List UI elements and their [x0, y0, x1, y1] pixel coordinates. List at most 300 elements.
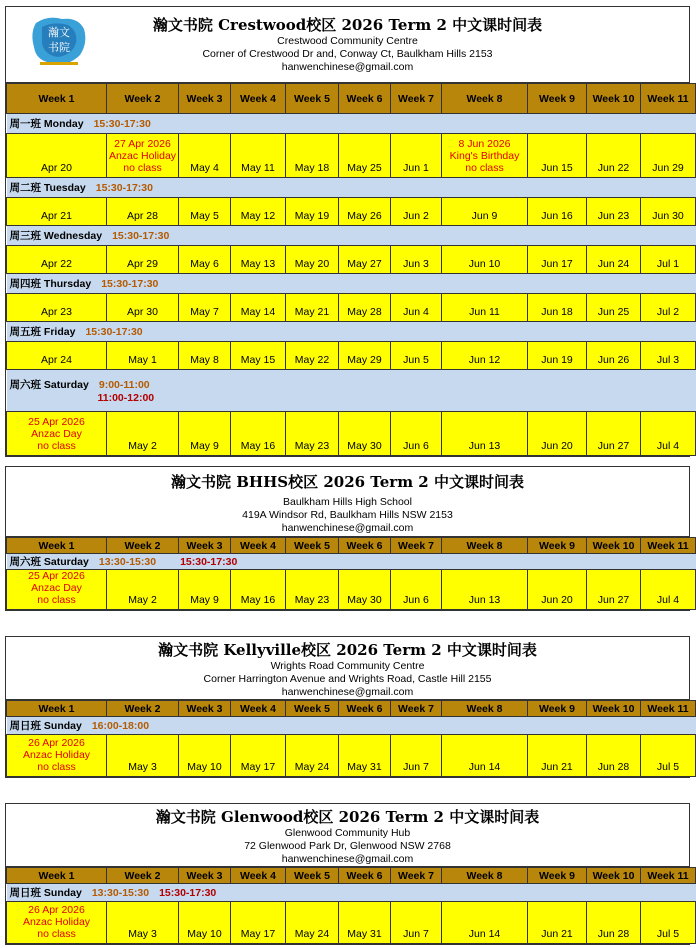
holiday-note: 27 Apr 2026 [114, 138, 171, 150]
date-cell [7, 246, 107, 274]
week-header-cell: Week 2 [107, 701, 179, 717]
date-text: May 4 [190, 162, 219, 174]
week-header-cell: Week 8 [442, 538, 528, 554]
date-text: Jun 9 [471, 210, 498, 222]
date-text: Jun 10 [468, 258, 501, 270]
week-header-cell: Week 5 [286, 538, 339, 554]
date-cell [286, 570, 339, 610]
date-text: Jun 5 [403, 354, 429, 366]
date-text: May 28 [347, 306, 382, 318]
date-cell [442, 246, 528, 274]
date-cell [7, 412, 107, 456]
date-cell [286, 198, 339, 226]
date-text: Jun 11 [469, 306, 500, 318]
svg-text:书院: 书院 [48, 41, 70, 54]
kellyville-address: Corner Harrington Avenue and Wrights Road, Castle Hill 2155 [203, 673, 492, 685]
class-day-row [7, 554, 696, 570]
date-cell [442, 294, 528, 322]
date-text: May 3 [128, 761, 157, 773]
week-header-cell: Week 1 [7, 868, 107, 884]
date-cell [641, 294, 696, 322]
class-day-cell [7, 114, 696, 134]
date-cell [391, 902, 442, 944]
crestwood-section [5, 6, 690, 457]
week-header-cell: Week 1 [7, 538, 107, 554]
date-cell [442, 198, 528, 226]
class-time-2: 11:00-12:00 [97, 392, 155, 404]
date-text: Jun 2 [403, 210, 429, 222]
date-text: May 17 [240, 928, 276, 940]
holiday-note: Anzac Holiday [22, 916, 91, 928]
date-text: May 17 [240, 761, 276, 773]
date-cell [528, 198, 587, 226]
holiday-note: no class [37, 761, 76, 773]
date-cell [339, 198, 391, 226]
week-header-cell: Week 3 [179, 84, 231, 114]
date-cell [286, 412, 339, 456]
bhhs-table [6, 537, 696, 610]
date-cell [641, 902, 696, 944]
date-text: Jun 4 [403, 306, 429, 318]
kellyville-venue: Wrights Road Community Centre [270, 660, 425, 672]
date-cell [528, 570, 587, 610]
date-text: Jun 15 [541, 162, 573, 174]
date-cell [391, 342, 442, 370]
date-text: May 31 [347, 928, 382, 940]
date-cell [107, 735, 179, 777]
date-cell [339, 342, 391, 370]
date-text: Jun 28 [597, 928, 630, 940]
svg-text:瀚文: 瀚文 [48, 26, 70, 39]
date-text: May 7 [190, 306, 219, 318]
week-header-cell: Week 2 [107, 538, 179, 554]
date-cell [528, 902, 587, 944]
date-cell [587, 570, 641, 610]
date-text: Jun 1 [403, 162, 429, 174]
date-cell [286, 342, 339, 370]
week-header-cell: Week 10 [587, 701, 641, 717]
date-cell [231, 735, 286, 777]
date-text: May 15 [240, 354, 276, 366]
date-text: May 16 [240, 594, 276, 606]
class-time: 9:00-11:00 [98, 379, 150, 391]
date-text: Jul 4 [656, 594, 680, 606]
date-text: Jun 16 [541, 210, 573, 222]
week-header-cell: Week 8 [442, 868, 528, 884]
glenwood-header [6, 804, 689, 867]
date-cell [442, 412, 528, 456]
date-text: Jun 29 [652, 162, 684, 174]
date-cell [179, 902, 231, 944]
class-name: 周三班 Wednesday [9, 230, 103, 242]
date-text: May 24 [294, 761, 330, 773]
class-day-cell [7, 884, 696, 902]
date-cell [179, 342, 231, 370]
date-text: Jun 20 [541, 594, 573, 606]
glenwood-email: hanwenchinese@gmail.com [281, 853, 414, 865]
date-cell [528, 134, 587, 178]
class-day-row [7, 717, 696, 735]
holiday-note: Anzac Day [31, 582, 82, 594]
date-text: Jun 18 [541, 306, 573, 318]
kellyville-email: hanwenchinese@gmail.com [281, 686, 414, 698]
week-header-row [7, 701, 696, 717]
week-header-cell: Week 6 [339, 538, 391, 554]
glenwood-title: 瀚文书院 Glenwood校区 2026 Term 2 中文课时间表 [155, 808, 540, 826]
week-header-cell: Week 8 [442, 84, 528, 114]
date-text: Jun 20 [541, 440, 573, 452]
date-text: Apr 22 [41, 258, 72, 270]
date-cell [339, 294, 391, 322]
date-text: Jun 14 [468, 928, 501, 940]
week-header-row [7, 538, 696, 554]
date-text: Apr 23 [41, 306, 72, 318]
date-text: May 27 [347, 258, 382, 270]
date-cell [587, 246, 641, 274]
date-cell [339, 412, 391, 456]
week-header-cell: Week 9 [528, 538, 587, 554]
date-text: Jun 13 [468, 440, 501, 452]
date-cell [339, 134, 391, 178]
date-text: May 22 [294, 354, 330, 366]
week-header-cell: Week 10 [587, 538, 641, 554]
holiday-note: no class [465, 162, 504, 174]
date-cell [641, 342, 696, 370]
date-cell [179, 570, 231, 610]
date-cell [107, 134, 179, 178]
class-time: 13:30-15:30 [98, 556, 157, 568]
date-cell [391, 294, 442, 322]
holiday-note: no class [37, 440, 76, 452]
bhhs-email: hanwenchinese@gmail.com [281, 522, 414, 534]
class-dates-row [7, 735, 696, 777]
date-text: May 20 [294, 258, 330, 270]
holiday-note: 8 Jun 2026 [458, 138, 511, 150]
crestwood-venue: Crestwood Community Centre [277, 35, 418, 47]
kellyville-header [6, 637, 689, 700]
date-cell [391, 412, 442, 456]
kellyville-title: 瀚文书院 Kellyville校区 2026 Term 2 中文课时间表 [158, 641, 537, 659]
week-header-cell: Week 3 [179, 538, 231, 554]
holiday-note: King's Birthday [449, 150, 520, 162]
class-time: 16:00-18:00 [91, 720, 150, 732]
week-header-cell: Week 11 [641, 868, 696, 884]
date-text: Apr 24 [41, 354, 72, 366]
date-cell [231, 134, 286, 178]
date-text: Jun 27 [597, 440, 630, 452]
class-dates-row [7, 412, 696, 456]
date-cell [107, 342, 179, 370]
week-header-cell: Week 11 [641, 84, 696, 114]
date-text: May 24 [294, 928, 330, 940]
class-name: 周二班 Tuesday [9, 182, 86, 194]
class-day-cell [7, 554, 696, 570]
week-header-cell: Week 6 [339, 701, 391, 717]
class-time: 15:30-17:30 [95, 182, 153, 194]
date-cell [587, 134, 641, 178]
date-cell [391, 198, 442, 226]
date-text: Apr 21 [41, 210, 72, 222]
date-text: May 23 [294, 440, 330, 452]
date-text: Jul 3 [656, 354, 680, 366]
date-cell [231, 246, 286, 274]
date-text: May 3 [128, 928, 157, 940]
date-text: Jul 2 [656, 306, 680, 318]
week-header-row [7, 868, 696, 884]
week-header-cell: Week 2 [107, 84, 179, 114]
class-dates-row [7, 134, 696, 178]
date-text: May 26 [347, 210, 382, 222]
date-text: Jun 13 [468, 594, 501, 606]
bhhs-section [5, 466, 690, 611]
date-cell [286, 294, 339, 322]
date-text: May 23 [294, 594, 330, 606]
date-cell [7, 294, 107, 322]
date-cell [231, 198, 286, 226]
hanwen-logo-icon [28, 13, 90, 69]
kellyville-section [5, 636, 690, 778]
bhhs-address: 419A Windsor Rd, Baulkham Hills NSW 2153 [242, 509, 453, 521]
date-cell [442, 902, 528, 944]
date-cell [107, 412, 179, 456]
class-dates-row [7, 342, 696, 370]
date-text: May 16 [240, 440, 276, 452]
week-header-cell: Week 9 [528, 84, 587, 114]
date-text: Jun 21 [541, 928, 573, 940]
glenwood-venue: Glenwood Community Hub [284, 827, 411, 839]
week-header-cell: Week 9 [528, 868, 587, 884]
class-name: 周一班 Monday [9, 118, 84, 130]
date-text: Jun 19 [541, 354, 573, 366]
date-text: Jun 12 [468, 354, 501, 366]
week-header-cell: Week 7 [391, 868, 442, 884]
week-header-cell: Week 8 [442, 701, 528, 717]
class-name: 周六班 Saturday [9, 556, 89, 568]
class-dates-row [7, 294, 696, 322]
date-cell [7, 134, 107, 178]
crestwood-address: Corner of Crestwood Dr and, Conway Ct, Baulkham Hills 2153 [202, 48, 493, 60]
date-cell [587, 412, 641, 456]
class-time-2: 15:30-17:30 [180, 556, 238, 568]
date-cell [339, 246, 391, 274]
date-cell [442, 134, 528, 178]
kellyville-table [6, 700, 696, 777]
date-cell [7, 342, 107, 370]
class-day-row [7, 370, 696, 412]
date-cell [587, 735, 641, 777]
date-cell [107, 246, 179, 274]
holiday-note: 25 Apr 2026 [28, 416, 85, 428]
class-time-2: 15:30-17:30 [159, 887, 217, 899]
date-text: Apr 28 [127, 210, 158, 222]
date-cell [442, 735, 528, 777]
date-text: May 30 [347, 594, 382, 606]
date-text: Apr 20 [41, 162, 72, 174]
class-dates-row [7, 198, 696, 226]
crestwood-email: hanwenchinese@gmail.com [281, 61, 414, 73]
date-text: Jun 14 [468, 761, 501, 773]
date-cell [641, 246, 696, 274]
date-cell [107, 198, 179, 226]
date-cell [179, 246, 231, 274]
holiday-note: no class [123, 162, 162, 174]
week-header-cell: Week 1 [7, 84, 107, 114]
week-header-cell: Week 3 [179, 868, 231, 884]
date-text: Jun 21 [541, 761, 573, 773]
date-text: May 13 [240, 258, 276, 270]
class-name: 周六班 Saturday [9, 379, 89, 391]
bhhs-header [6, 467, 689, 537]
bhhs-title: 瀚文书院 BHHS校区 2026 Term 2 中文课时间表 [171, 473, 524, 491]
holiday-note: 26 Apr 2026 [28, 904, 85, 916]
class-day-cell [7, 717, 696, 735]
date-text: Jun 22 [597, 162, 630, 174]
date-text: May 12 [240, 210, 276, 222]
date-cell [179, 735, 231, 777]
date-cell [442, 342, 528, 370]
date-cell [641, 198, 696, 226]
date-text: Jun 3 [403, 258, 429, 270]
week-header-cell: Week 5 [286, 701, 339, 717]
week-header-cell: Week 2 [107, 868, 179, 884]
week-header-cell: Week 7 [391, 538, 442, 554]
date-cell [442, 570, 528, 610]
week-header-cell: Week 5 [286, 84, 339, 114]
date-cell [391, 570, 442, 610]
week-header-cell: Week 10 [587, 868, 641, 884]
date-cell [179, 198, 231, 226]
class-name: 周日班 Sunday [9, 720, 82, 732]
date-text: Jun 26 [597, 354, 630, 366]
date-text: May 18 [294, 162, 330, 174]
class-day-cell [7, 370, 696, 412]
date-cell [391, 246, 442, 274]
class-day-row [7, 226, 696, 246]
holiday-note: no class [37, 928, 76, 940]
week-header-cell: Week 7 [391, 84, 442, 114]
date-cell [7, 735, 107, 777]
date-text: May 10 [187, 761, 222, 773]
week-header-cell: Week 11 [641, 701, 696, 717]
date-cell [231, 342, 286, 370]
holiday-note: 25 Apr 2026 [28, 570, 85, 582]
class-time: 15:30-17:30 [112, 230, 170, 242]
date-cell [528, 246, 587, 274]
date-cell [339, 570, 391, 610]
class-day-row [7, 274, 696, 294]
date-cell [179, 294, 231, 322]
class-day-cell [7, 178, 696, 198]
week-header-cell: Week 4 [231, 538, 286, 554]
week-header-cell: Week 10 [587, 84, 641, 114]
date-cell [528, 412, 587, 456]
glenwood-address: 72 Glenwood Park Dr, Glenwood NSW 2768 [244, 840, 451, 852]
class-time: 15:30-17:30 [101, 278, 159, 290]
date-text: Apr 29 [127, 258, 158, 270]
class-dates-row [7, 570, 696, 610]
week-header-cell: Week 1 [7, 701, 107, 717]
date-text: May 14 [240, 306, 276, 318]
crestwood-title: 瀚文书院 Crestwood校区 2026 Term 2 中文课时间表 [152, 16, 543, 34]
holiday-note: Anzac Day [31, 428, 82, 440]
date-text: Apr 30 [127, 306, 158, 318]
week-header-cell: Week 6 [339, 84, 391, 114]
date-cell [231, 294, 286, 322]
class-day-row [7, 884, 696, 902]
week-header-cell: Week 3 [179, 701, 231, 717]
date-cell [528, 342, 587, 370]
date-cell [339, 735, 391, 777]
date-cell [339, 902, 391, 944]
class-time: 13:30-15:30 [91, 887, 150, 899]
date-text: Jun 6 [403, 440, 429, 452]
class-time: 15:30-17:30 [93, 118, 151, 130]
date-cell [528, 294, 587, 322]
date-cell [587, 342, 641, 370]
date-text: May 1 [128, 354, 157, 366]
date-text: May 29 [347, 354, 382, 366]
week-header-cell: Week 4 [231, 84, 286, 114]
date-text: May 9 [190, 594, 219, 606]
date-cell [641, 412, 696, 456]
date-cell [391, 134, 442, 178]
week-header-cell: Week 11 [641, 538, 696, 554]
class-day-cell [7, 322, 696, 342]
date-cell [286, 735, 339, 777]
date-text: May 30 [347, 440, 382, 452]
holiday-note: Anzac Holiday [108, 150, 177, 162]
class-day-cell [7, 226, 696, 246]
date-text: Jun 30 [652, 210, 684, 222]
class-time: 15:30-17:30 [85, 326, 143, 338]
date-text: Jul 4 [656, 440, 680, 452]
week-header-row [7, 84, 696, 114]
date-text: May 31 [347, 761, 382, 773]
date-cell [641, 735, 696, 777]
date-text: May 2 [128, 440, 157, 452]
date-cell [286, 134, 339, 178]
date-text: May 9 [190, 440, 219, 452]
date-text: Jul 5 [656, 761, 680, 773]
date-cell [231, 412, 286, 456]
week-header-cell: Week 6 [339, 868, 391, 884]
date-cell [107, 570, 179, 610]
date-text: May 2 [128, 594, 157, 606]
class-day-row [7, 178, 696, 198]
date-cell [7, 198, 107, 226]
glenwood-table [6, 867, 696, 944]
date-text: Jun 6 [403, 594, 429, 606]
date-text: May 5 [190, 210, 219, 222]
holiday-note: Anzac Holiday [22, 749, 91, 761]
date-text: Jul 1 [656, 258, 680, 270]
week-header-cell: Week 5 [286, 868, 339, 884]
date-text: Jun 27 [597, 594, 630, 606]
class-name: 周四班 Thursday [9, 278, 92, 290]
date-text: May 6 [190, 258, 219, 270]
date-cell [231, 570, 286, 610]
date-cell [587, 294, 641, 322]
date-cell [7, 570, 107, 610]
class-day-cell [7, 274, 696, 294]
date-cell [7, 902, 107, 944]
date-text: May 11 [241, 162, 275, 174]
holiday-note: 26 Apr 2026 [28, 737, 85, 749]
date-cell [587, 198, 641, 226]
date-text: May 19 [294, 210, 330, 222]
class-day-row [7, 114, 696, 134]
crestwood-header [6, 7, 689, 83]
